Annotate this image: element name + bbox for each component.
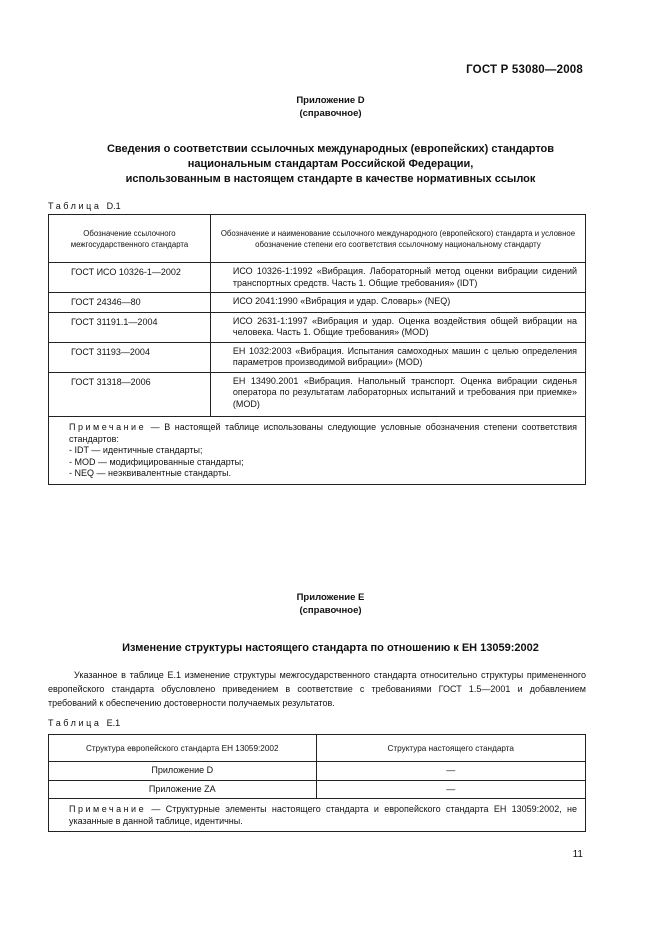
page-number: 11: [572, 849, 583, 860]
table-row: [49, 372, 586, 417]
table-row: [49, 780, 586, 799]
appendix-d-heading: [0, 142, 661, 187]
table-number: D.1: [106, 201, 121, 211]
international-standard: ИСО 2631-1:1997 «Вибрация и удар. Оценка воздействия общей вибрации на человека. Часть 1. Общие требования» (MOD): [210, 312, 585, 342]
note-label: Примечание: [69, 422, 147, 432]
table-row: [49, 293, 586, 313]
appendix-e-title: [0, 591, 661, 617]
national-standard: ГОСТ ИСО 10326-1—2002: [49, 263, 211, 293]
table-header-row: [49, 735, 586, 762]
note-text: — В настоящей таблице использованы следующие условные обозначения степени соответствия стандартов:: [69, 422, 577, 444]
table-e1-caption: [48, 718, 120, 728]
national-structure: —: [316, 780, 586, 799]
column-header: Структура европейского стандарта ЕН 13059:2002: [49, 735, 317, 762]
table-number: E.1: [106, 718, 121, 728]
note-item: - MOD — модифицированные стандарты;: [69, 456, 244, 467]
table-header-row: [49, 215, 586, 263]
appendix-d-label: Приложение D: [296, 95, 365, 106]
appendix-e-paragraph: Указанное в таблице Е.1 изменение структуры межгосударственного стандарта относительно структуры примененного европейского стандарта обусловлено приведением в соответствие с требованиями ГОСТ 1.5—2001 и добавлением требований к обеспечению достоверности получаемых результатов.: [48, 670, 586, 708]
table-e1: [48, 734, 586, 832]
international-standard: ЕН 13490.2001 «Вибрация. Напольный транспорт. Оценка вибрации сиденья оператора по результатам лабораторных испытаний и требования при приемке» (MOD): [210, 372, 585, 417]
note-list: [69, 445, 577, 480]
table-row: [49, 312, 586, 342]
national-standard: ГОСТ 24346—80: [49, 293, 211, 313]
table-d1: [48, 214, 586, 485]
international-standard: ИСО 2041:1990 «Вибрация и удар. Словарь» (NEQ): [210, 293, 585, 313]
national-structure: —: [316, 762, 586, 781]
table-row: [49, 762, 586, 781]
international-standard: ИСО 10326-1:1992 «Вибрация. Лабораторный метод оценки вибрации сидений транспортных средств. Часть 1. Общие требования» (IDT): [210, 263, 585, 293]
note-item: - IDT — идентичные стандарты;: [69, 445, 203, 455]
heading-line: Сведения о соответствии ссылочных международных (европейских) стандартов: [106, 143, 555, 155]
international-standard: ЕН 1032:2003 «Вибрация. Испытания самоходных машин с целью определения параметров производимой вибрации» (MOD): [210, 342, 585, 372]
note-label: Примечание: [69, 804, 147, 814]
table-label: Таблица: [48, 718, 102, 728]
national-standard: ГОСТ 31193—2004: [49, 342, 211, 372]
appendix-e-subtitle: (справочное): [299, 605, 362, 616]
column-header: Обозначение и наименование ссылочного международного (европейского) стандарта и условное обозначение степени его соответствия ссылочному национальному стандарту: [210, 215, 585, 263]
appendix-d-subtitle: (справочное): [299, 108, 362, 119]
national-standard: ГОСТ 31318—2006: [49, 372, 211, 417]
european-structure: Приложение D: [49, 762, 317, 781]
national-standard: ГОСТ 31191.1—2004: [49, 312, 211, 342]
table-note: [49, 417, 586, 485]
note-text: — Структурные элементы настоящего стандарта и европейского стандарта ЕН 13059:2002, не указанные в данной таблице, идентичны.: [69, 804, 577, 826]
table-note: [49, 799, 586, 832]
heading-line: использованным в настоящем стандарте в качестве нормативных ссылок: [125, 173, 536, 185]
appendix-d-title: [0, 94, 661, 120]
appendix-e-label: Приложение E: [296, 592, 365, 603]
heading-line: национальным стандартам Российской Федерации,: [187, 158, 474, 170]
table-note-row: [49, 417, 586, 485]
table-d1-caption: [48, 201, 121, 211]
appendix-e-heading: Изменение структуры настоящего стандарта по отношению к ЕН 13059:2002: [122, 642, 539, 654]
note-item: - NEQ — неэквивалентные стандарты.: [69, 468, 231, 478]
table-row: [49, 342, 586, 372]
document-code: ГОСТ Р 53080—2008: [466, 64, 583, 76]
table-label: Таблица: [48, 201, 102, 211]
column-header: Структура настоящего стандарта: [316, 735, 586, 762]
european-structure: Приложение ZA: [49, 780, 317, 799]
column-header: Обозначение ссылочного межгосударственного стандарта: [49, 215, 211, 263]
table-row: [49, 263, 586, 293]
table-note-row: [49, 799, 586, 832]
